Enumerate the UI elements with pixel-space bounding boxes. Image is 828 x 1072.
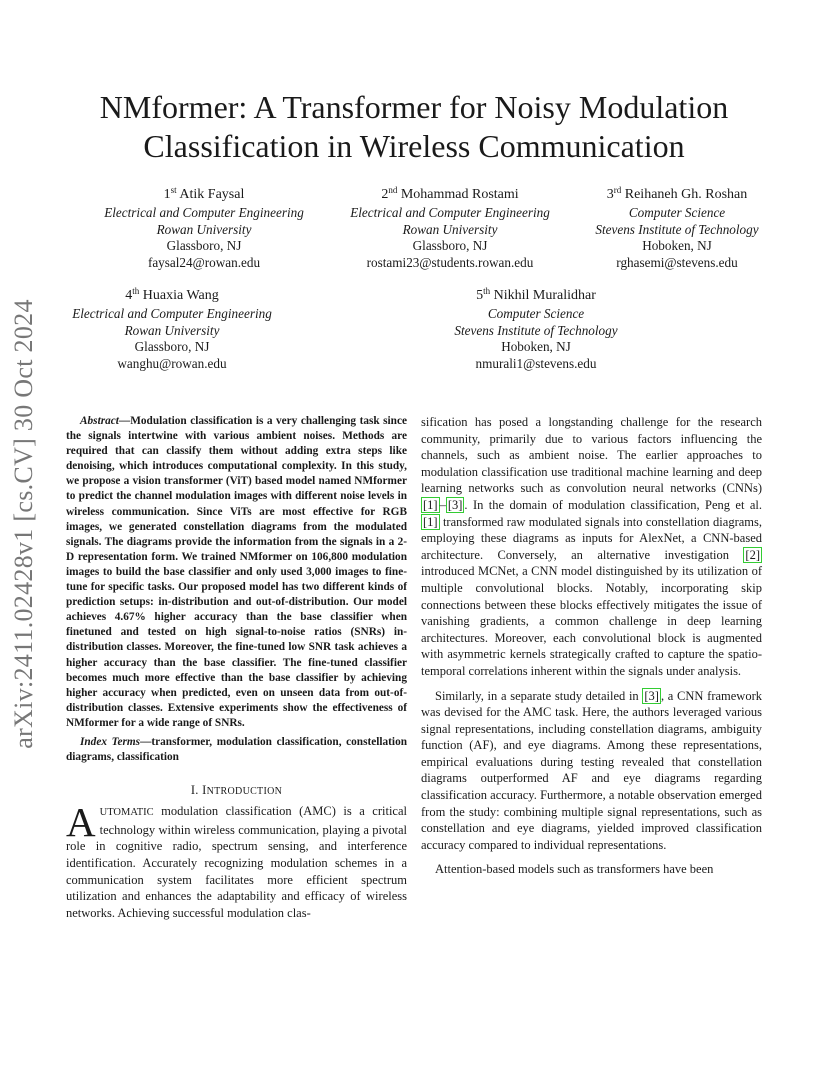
index-terms-text: —transformer, modulation classification, constellation diagrams, classification	[66, 735, 407, 764]
abstract-text: —Modulation classification is a very challenging task since the signals intertwine with various ambient noises. Methods are required that can classify them without adding extra steps like denoising, which introduces computational complexity. In this study, we propose a vision transformer (ViT) based model named NMformer to predict the channel modulation images with different noise levels in wireless communication. Since ViTs are most effective for RGB images, we generated constellation diagrams from the modulated signals. The diagrams provide the information from the signals in a 2-D representation form. We trained NMformer on 106,800 modulation images to build the base classifier and only used 3,000 images to fine-tune for specific tasks. Our proposed model has two different kinds of prediction setups: in-distribution and out-of-distribution. Our model achieves 4.67% higher accuracy than the base classifier when finetuned and tested on high signal-to-noise ratios (SNRs) in-distribution classes. Moreover, the fine-tuned low SNR task achieves a higher accuracy than the base classifier. The fine-tuned classifier becomes much more effective than the base classifier by achieving higher accuracy when predicted, even on unseen data from out-of-distribution classes. Extensive experiments show the effectiveness of NMformer for a wide range of SNRs.	[66, 415, 407, 729]
author-location: Glassboro, NJ	[134, 339, 210, 354]
title-line-1: NMformer: A Transformer for Noisy Modulation	[99, 89, 729, 125]
author-inst: Rowan University	[156, 221, 252, 237]
author-location: Glassboro, NJ	[412, 238, 488, 253]
author-name: Nikhil Muralidhar	[493, 288, 596, 303]
index-terms	[66, 735, 407, 765]
intro-lead: UTOMATIC	[99, 807, 154, 819]
right-column	[421, 414, 762, 878]
intro-paragraph	[66, 799, 407, 921]
drop-cap: A	[66, 799, 96, 846]
paper-title	[60, 88, 768, 166]
author-2: 2nd Mohammad Rostami Electrical and Computer Engineering Rowan University Glassboro, NJ rostami23@students.rowan.edu	[338, 185, 562, 271]
author-4: 4th Huaxia Wang Electrical and Computer Engineering Rowan University Glassboro, NJ wanghu@rowan.edu	[60, 286, 284, 372]
author-inst: Rowan University	[402, 221, 498, 237]
abstract	[66, 414, 407, 731]
author-dept: Electrical and Computer Engineering	[72, 306, 272, 321]
author-name: Atik Faysal	[179, 187, 245, 202]
intro-text: modulation classification (AMC) is a critical technology within wireless communication, playing a pivotal role in cognitive radio, spectrum sensing, and interference identification. Accurately recognizing modulation schemes in a communication system facilitates more efficient spectrum utilization and enhances the adaptability and efficacy of wireless networks. Achieving successful modulation clas-	[66, 804, 407, 920]
author-name: Mohammad Rostami	[400, 187, 519, 202]
author-inst: Rowan University	[124, 322, 220, 338]
citation-link[interactable]: [1]	[423, 514, 438, 529]
author-inst: Stevens Institute of Technology	[454, 322, 618, 338]
citation-link[interactable]: [3]	[644, 688, 659, 703]
right-paragraph-1: sification has posed a longstanding challenge for the research community, primarily due to various factors influencing the channels, such as ambient noise. The earlier approaches to modulation classification use traditional machine learning and deep learning networks such as convolution neural networks (CNNs) [1] – [3] . In the domain of modulation classification, Peng et al. [1] transformed raw modulated signals into constellation diagrams, employing these diagrams as inputs for AlexNet, a CNN-based architecture. Conversely, an alternative investigation [2] introduced MCNet, a CNN model distinguished by its utilization of multiple convolutional blocks. Notably, incorporating skip connections between these blocks effectively mitigates the issue of vanishing gradients, a common challenge in deep learning architectures. Moreover, each convolutional block is augmented with asymmetric kernels strategically crafted to capture the spatio-temporal correlations inherent within the signals under analysis.	[421, 415, 762, 678]
author-email: rostami23@students.rowan.edu	[366, 254, 534, 270]
author-5: 5th Nikhil Muralidhar Computer Science Stevens Institute of Technology Hoboken, NJ nmurali1@stevens.edu	[424, 286, 648, 372]
right-paragraph-2: Similarly, in a separate study detailed in [3] , a CNN framework was devised for the AMC task. Here, the authors leveraged various signal representations, including constellation diagrams, ambiguity function (AF), and eye diagrams. Among these representations, empirical evaluations during testing revealed that constellation diagrams outperformed AF and eye diagrams regarding classification accuracy. Furthermore, a notable observation emerged from the study: combining multiple signal representations, such as constellation and eye diagrams, yielded improved classification accuracy compared to individual representations.	[421, 688, 762, 852]
abstract-label: Abstract	[80, 415, 119, 427]
author-dept: Electrical and Computer Engineering	[350, 205, 550, 220]
author-email: faysal24@rowan.edu	[147, 254, 261, 270]
author-email: nmurali1@stevens.edu	[475, 355, 597, 371]
left-column	[66, 414, 407, 921]
section-heading-introduction: I. INTRODUCTION	[190, 783, 283, 798]
right-paragraph-3: Attention-based models such as transformers have been	[435, 862, 714, 877]
author-email: rghasemi@stevens.edu	[616, 254, 738, 270]
author-3: 3rd Reihaneh Gh. Roshan Computer Science Stevens Institute of Technology Hoboken, NJ rghasemi@stevens.edu	[583, 185, 771, 271]
author-dept: Computer Science	[487, 306, 585, 321]
title-line-2: Classification in Wireless Communication	[143, 128, 685, 164]
author-name: Huaxia Wang	[142, 288, 219, 303]
author-location: Glassboro, NJ	[166, 238, 242, 253]
author-location: Hoboken, NJ	[642, 238, 712, 253]
arxiv-id-text: arXiv:2411.02428v1 [cs.CV] 30 Oct 2024	[9, 299, 38, 749]
citation-link[interactable]: [2]	[745, 547, 760, 562]
author-1: 1st Atik Faysal Electrical and Computer Engineering Rowan University Glassboro, NJ faysal24@rowan.edu	[92, 185, 316, 271]
author-email: wanghu@rowan.edu	[117, 355, 227, 371]
citation-link[interactable]: [3]	[447, 497, 463, 512]
author-dept: Electrical and Computer Engineering	[104, 205, 304, 220]
author-dept: Computer Science	[628, 205, 726, 220]
citation-link[interactable]: [1]	[423, 497, 438, 512]
index-terms-label: Index Terms	[80, 735, 141, 748]
author-location: Hoboken, NJ	[501, 339, 571, 354]
author-name: Reihaneh Gh. Roshan	[624, 187, 748, 202]
author-inst: Stevens Institute of Technology	[595, 221, 759, 237]
